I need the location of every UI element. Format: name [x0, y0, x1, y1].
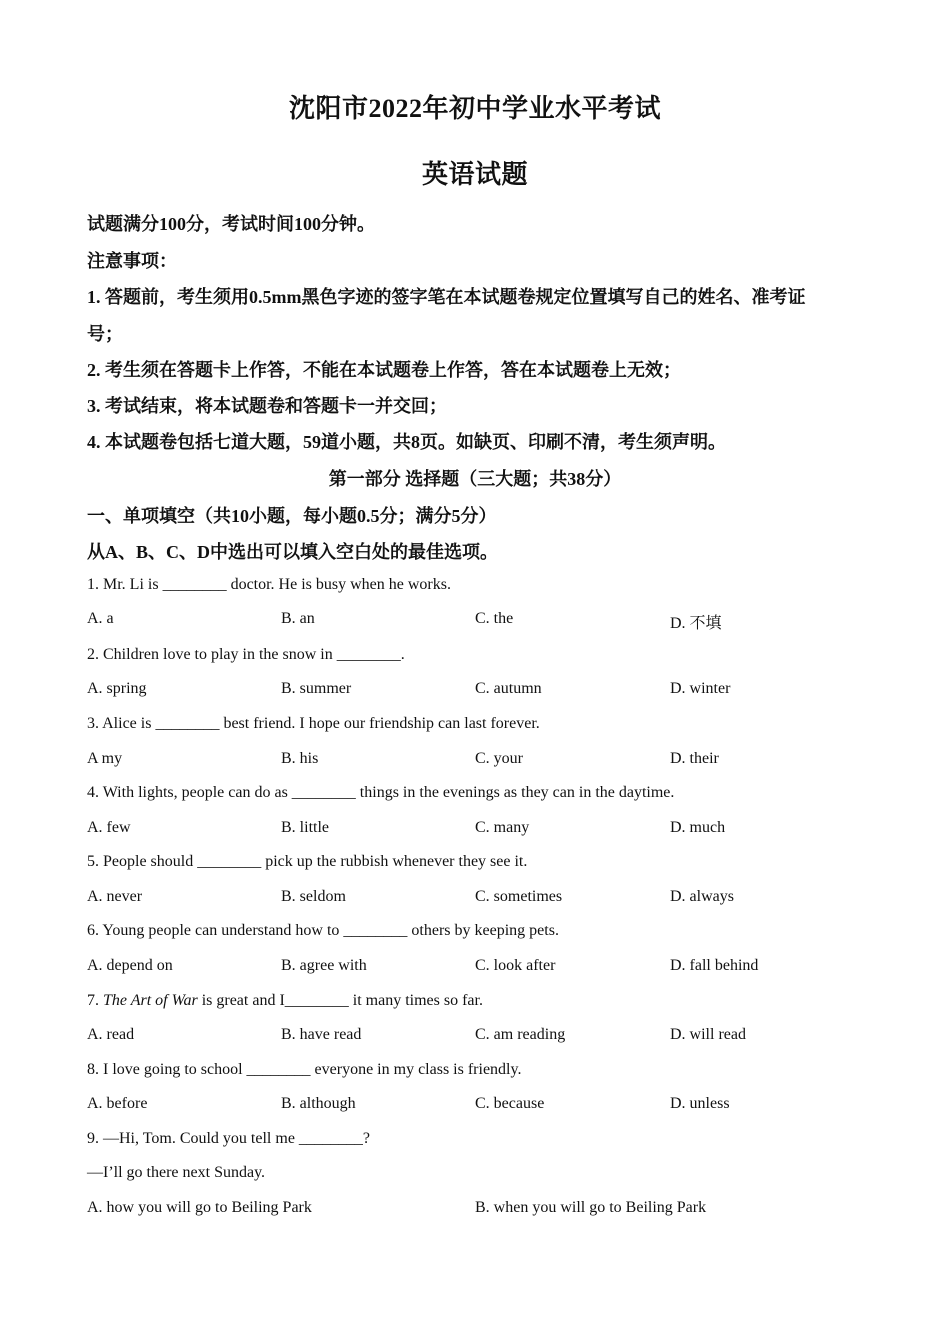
question-options	[87, 680, 887, 702]
question-stem: 5. People should ________ pick up the rubbish whenever they see it.	[87, 853, 528, 870]
option-d: D. will read	[670, 1026, 746, 1043]
option-b: B. seldom	[281, 888, 346, 905]
question-options	[87, 1095, 887, 1117]
option-b: B. little	[281, 819, 329, 836]
question-stem: 8. I love going to school ________ everyone in my class is friendly.	[87, 1061, 522, 1078]
option-c: C. many	[475, 819, 530, 836]
option-a: A. depend on	[87, 957, 173, 974]
part-heading: 第一部分 选择题（三大题；共38分）	[328, 469, 622, 489]
option-b: B. when you will go to Beiling Park	[475, 1199, 707, 1216]
option-c: C. because	[475, 1095, 545, 1112]
section-instruction: 从A、B、C、D中选出可以填入空白处的最佳选项。	[87, 542, 499, 562]
option-a: A. a	[87, 610, 114, 627]
option-a: A my	[87, 750, 123, 767]
option-b: B. have read	[281, 1026, 362, 1043]
notice-item-1: 1. 答题前，考生须用0.5mm黑色字迹的签字笔在本试题卷规定位置填写自己的姓名、准考证	[87, 287, 806, 307]
option-b: B. agree with	[281, 957, 367, 974]
option-c: C. the	[475, 610, 514, 627]
book-title: The Art of War	[103, 992, 198, 1009]
option-b: B. an	[281, 610, 315, 627]
option-a: A. never	[87, 888, 143, 905]
notice-item-2: 2. 考生须在答题卡上作答，不能在本试题卷上作答，答在本试题卷上无效；	[87, 360, 681, 380]
question-options	[87, 750, 887, 772]
option-d: D. unless	[670, 1095, 730, 1112]
option-c: C. am reading	[475, 1026, 566, 1043]
question-options	[87, 819, 887, 841]
question-stem: 9. —Hi, Tom. Could you tell me ________?	[87, 1130, 371, 1147]
section-title: 一、单项填空（共10小题，每小题0.5分；满分5分）	[87, 506, 497, 526]
question-options	[87, 1199, 887, 1221]
question-options	[87, 610, 887, 632]
notice-label: 注意事项：	[87, 251, 177, 271]
option-d: D. 不填	[670, 615, 722, 632]
notice-item-1-cont: 号；	[87, 324, 123, 344]
option-d: D. much	[670, 819, 726, 836]
option-d: D. always	[670, 888, 734, 905]
question-stem: 4. With lights, people can do as ________ things in the evenings as they can in the daytime.	[87, 784, 675, 801]
option-a: A. before	[87, 1095, 148, 1112]
question-stem: 6. Young people can understand how to ________ others by keeping pets.	[87, 922, 559, 939]
question-options	[87, 957, 887, 979]
question-stem	[87, 992, 887, 1010]
option-d: D. winter	[670, 680, 731, 697]
question-number: 7.	[87, 992, 103, 1009]
question-stem: 2. Children love to play in the snow in ________.	[87, 646, 405, 663]
notice-item-4: 4. 本试题卷包括七道大题，59道小题，共8页。如缺页、印刷不清，考生须声明。	[87, 432, 726, 452]
question-options	[87, 1026, 887, 1048]
option-d: D. fall behind	[670, 957, 759, 974]
option-a: A. few	[87, 819, 131, 836]
option-c: C. look after	[475, 957, 556, 974]
option-c: C. your	[475, 750, 523, 767]
option-c: C. autumn	[475, 680, 542, 697]
option-a: A. read	[87, 1026, 135, 1043]
score-time-line: 试题满分100分，考试时间100分钟。	[87, 214, 375, 234]
page-title: 沈阳市2022年初中学业水平考试	[288, 94, 661, 123]
notice-item-3: 3. 考试结束，将本试题卷和答题卡一并交回；	[87, 396, 447, 416]
page-subtitle: 英语试题	[421, 160, 528, 189]
dialogue-reply: —I’ll go there next Sunday.	[87, 1164, 266, 1181]
option-b: B. although	[281, 1095, 356, 1112]
question-stem: 3. Alice is ________ best friend. I hope our friendship can last forever.	[87, 715, 540, 732]
option-b: B. summer	[281, 680, 352, 697]
option-d: D. their	[670, 750, 719, 767]
question-options	[87, 888, 887, 910]
option-b: B. his	[281, 750, 319, 767]
option-a: A. spring	[87, 680, 147, 697]
option-a: A. how you will go to Beiling Park	[87, 1199, 312, 1216]
question-stem-rest: is great and I________ it many times so far.	[197, 992, 483, 1009]
question-stem: 1. Mr. Li is ________ doctor. He is busy when he works.	[87, 576, 451, 593]
option-c: C. sometimes	[475, 888, 563, 905]
